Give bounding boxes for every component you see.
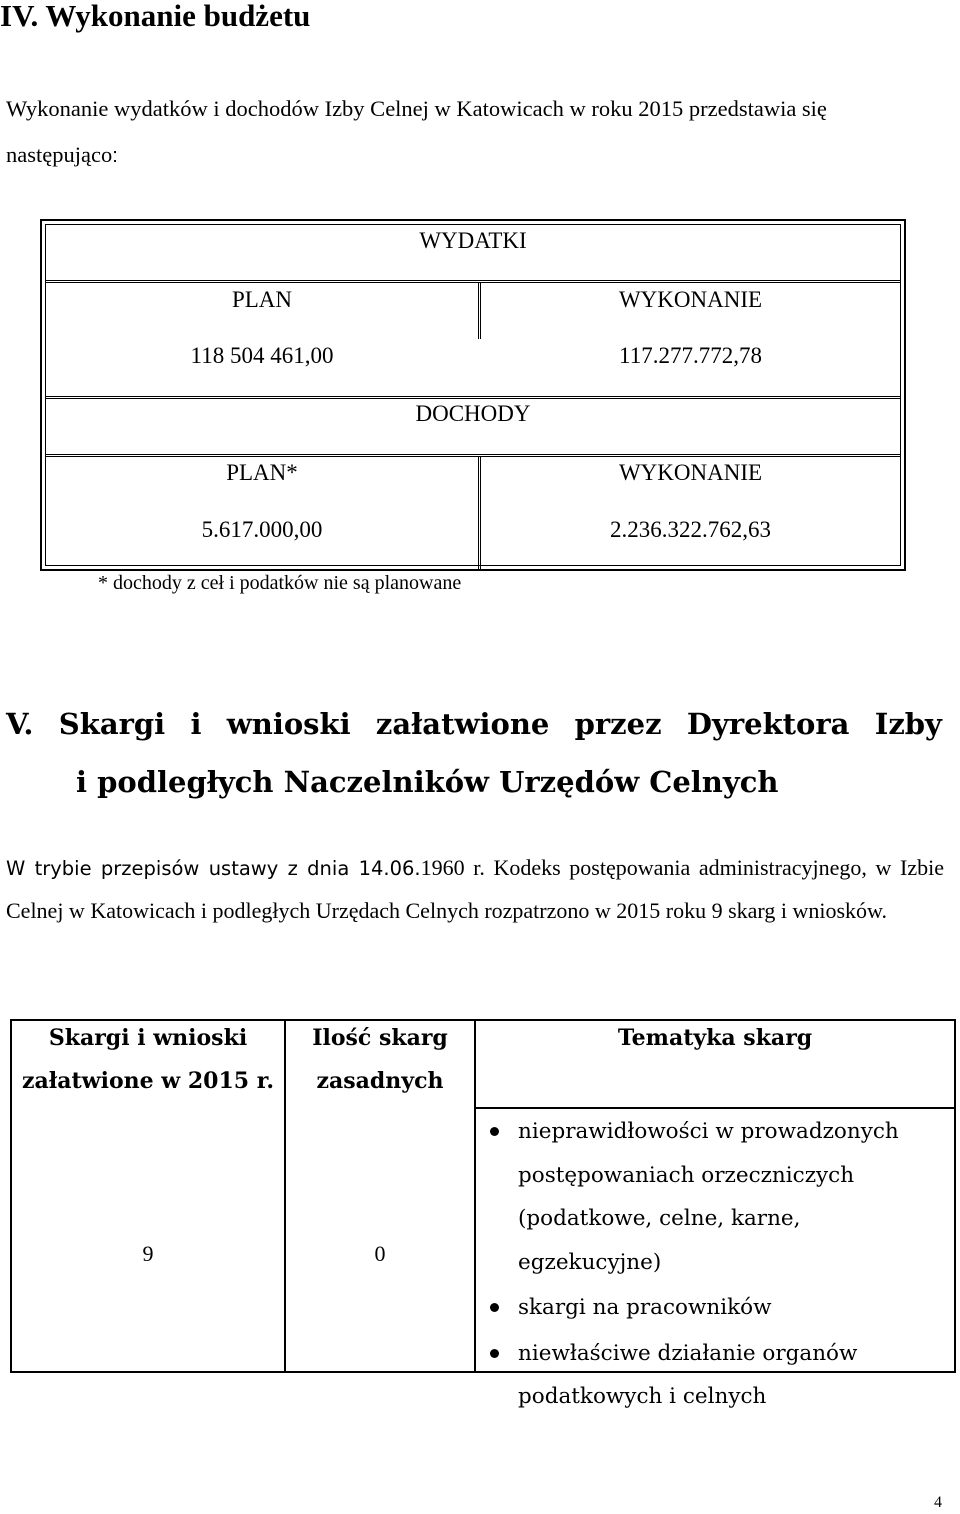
section-v-word: załatwione [375, 707, 550, 741]
expenses-exec-value: 117.277.772,78 [619, 343, 762, 368]
budget-intro-line2 [6, 132, 946, 179]
expenses-header: WYDATKI [419, 228, 527, 253]
section-v-heading [6, 695, 942, 811]
income-exec-value: 2.236.322.762,63 [610, 517, 771, 542]
expenses-plan-value: 118 504 461,00 [190, 343, 334, 368]
expenses-plan-label: PLAN [231, 287, 293, 312]
budget-intro-line2-text: następująco [6, 142, 113, 167]
income-header: DOCHODY [415, 401, 531, 426]
topic-line: podatkowych i celnych [518, 1384, 767, 1409]
income-plan-label: PLAN* [226, 460, 298, 485]
income-exec-label: WYKONANIE [618, 460, 763, 485]
income-plan-value: 5.617.000,00 [201, 517, 323, 542]
topic-line: (podatkowe, celne, karne, egzekucyjne) [518, 1206, 801, 1275]
complaints-row-divider [474, 1107, 954, 1109]
section-iv-heading: IV. Wykonanie budżetu [0, 0, 311, 33]
budget-row-divider [46, 454, 900, 457]
count-justified: 0 [374, 1241, 386, 1266]
topics-list [488, 1110, 948, 1419]
bullet-icon [490, 1127, 499, 1136]
section-v-word: przez [574, 707, 662, 741]
topic-item [488, 1332, 948, 1419]
topic-line: postępowaniach orzeczniczych [518, 1162, 855, 1188]
section-v-word: wnioski [226, 707, 351, 741]
header-justified-line1: Ilość skarg [312, 1025, 448, 1051]
page-number: 4 [934, 1494, 942, 1511]
header-topics: Tematyka skarg [617, 1025, 813, 1051]
header-handled [12, 1017, 284, 1103]
section-v-word: Dyrektora [686, 707, 850, 741]
budget-intro-line1: Wykonanie wydatków i dochodów Izby Celnej w Katowicach w roku 2015 przedstawia się [6, 96, 827, 121]
bullet-icon [490, 1303, 499, 1312]
bullet-icon [490, 1349, 499, 1358]
section-v-number: V. [6, 707, 34, 741]
section-v-word: Skargi [58, 707, 166, 741]
budget-table [40, 219, 906, 571]
expenses-exec-label: WYKONANIE [618, 287, 763, 312]
budget-row-divider [46, 396, 900, 399]
budget-intro [6, 86, 946, 179]
topic-item [488, 1110, 948, 1284]
section-v-word: Izby [874, 707, 942, 741]
header-handled-line2: załatwione w 2015 r. [22, 1068, 274, 1094]
budget-table-inner [45, 224, 901, 566]
topic-line: nieprawidłowości w prowadzonych [518, 1119, 899, 1144]
budget-intro-colon: : [112, 145, 118, 167]
budget-row-divider [46, 280, 900, 283]
topic-line: niewłaściwe działanie organów [518, 1340, 858, 1366]
topic-item [488, 1286, 948, 1330]
complaints-paragraph-part1: W trybie przepisów ustawy z dnia 14.06. [6, 857, 421, 880]
section-v-heading-line2: i podległych Naczelników Urzędów Celnych [76, 765, 779, 799]
section-v-heading-line1 [6, 695, 942, 753]
header-justified-line2: zasadnych [316, 1068, 444, 1094]
complaints-table [10, 1019, 956, 1409]
budget-footnote: * dochody z ceł i podatków nie są planowane [98, 572, 462, 594]
header-handled-line1: Skargi i wnioski [48, 1025, 248, 1051]
complaints-paragraph-part2: 1960 r. Kodeks postępowania administracyjnego, w Izbie Celnej w Katowicach i podległych Urzędach Celnych rozpatrzono w 2015 roku 9 skarg i wniosków. [6, 855, 944, 923]
count-handled: 9 [142, 1241, 154, 1266]
complaints-col-divider [474, 1021, 476, 1371]
topic-line: skargi na pracowników [518, 1295, 772, 1320]
header-justified [286, 1017, 474, 1103]
section-v-word: i [190, 707, 202, 741]
complaints-paragraph [6, 847, 944, 932]
